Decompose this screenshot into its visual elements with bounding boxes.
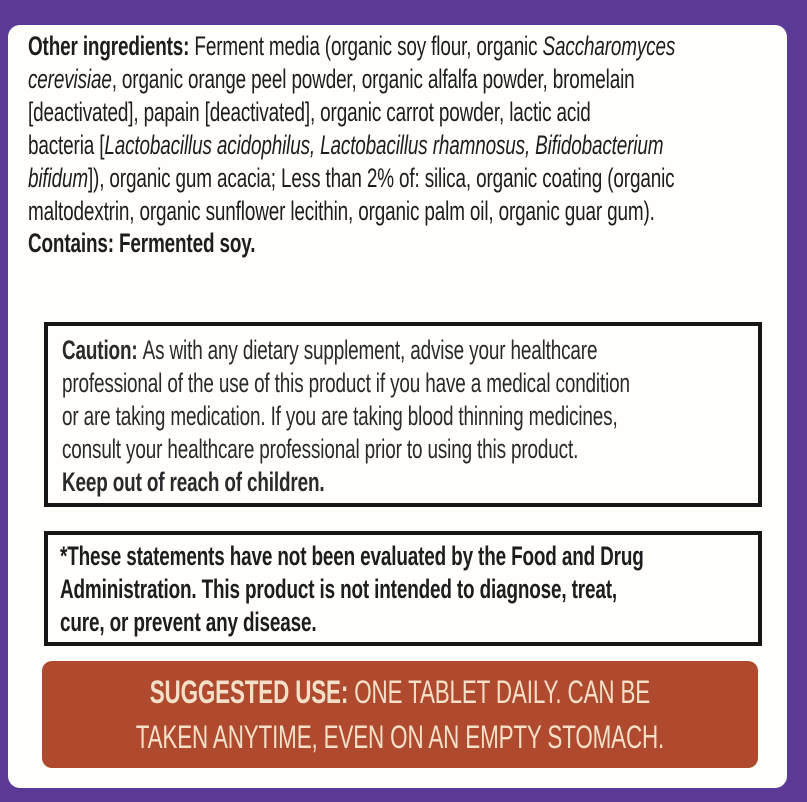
contains-text: Contains: Fermented soy.	[28, 228, 256, 258]
suggested-use-banner	[42, 661, 758, 768]
contains-section	[28, 227, 780, 260]
fda-disclaimer-box	[44, 531, 762, 646]
label-panel	[8, 25, 787, 788]
fda-disclaimer-text: *These statements have not been evaluated by the Food and Drug Administration. This product is not intended to diagnose, treat, cure, or prevent any disease.	[60, 541, 644, 637]
suggested-use-text: SUGGESTED USE: ONE TABLET DAILY. CAN BE TAKEN ANYTIME, EVEN ON AN EMPTY STOMACH.	[135, 674, 665, 755]
other-ingredients-text: Other ingredients: Ferment media (organic soy flour, organic Saccharomyces cerevisiae, organic orange peel powder, organic alfalfa powder, bromelain [deactivated], papain [deactivated], organic carrot powder, lactic acid bacteria [Lactobacillus acidophilus, Lactobacillus rhamnosus, Bifidobacterium bifidum]), organic gum acacia; Less than 2% of: silica, organic coating (organic maltodextrin, organic sunflower lecithin, organic palm oil, organic guar gum).	[28, 31, 676, 226]
other-ingredients-section	[28, 30, 780, 228]
caution-text: Caution: As with any dietary supplement, advise your healthcare professional of the use of this product if you have a medical condition or are taking medication. If you are taking blood thinning medicines, consult your healthcare professional prior to using this product. Keep out of reach of children.	[62, 335, 630, 497]
caution-box	[44, 322, 762, 507]
